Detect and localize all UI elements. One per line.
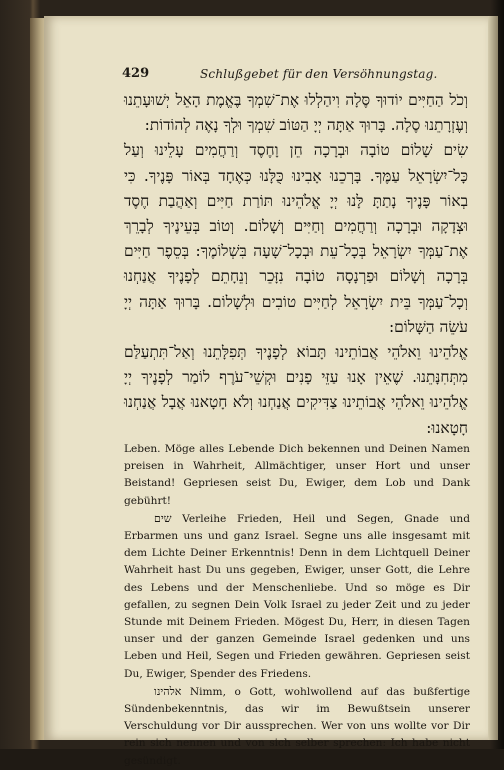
hebrew-paragraph: וְכֹל הַחַיִּים יוֹדוּךָ סֶּלָה וִיהַלְלוּ אֶת־שִׁמְךָ בֶּאֱמֶת הָאֵל יְשׁוּעָתֵנוּ וְעֶזְרָתֵנוּ סֶלָה. בָּרוּךְ אַתָּה יְיָ הַטּוֹב שִׁמְךָ וּלְךָ נָאֶה לְהוֹדוֹת: xyxy=(124,91,468,135)
german-translation-block xyxy=(124,441,470,770)
hebrew-catchword: שים xyxy=(154,511,172,525)
running-title: Schlußgebet für den Versöhnungstag. xyxy=(200,67,438,81)
german-paragraph xyxy=(124,683,470,770)
page-number: 429 xyxy=(122,66,150,81)
german-paragraph: Leben. Möge alles Lebende Dich bekennen und Deinen Namen preisen in Wahrheit, Allmächtiger, unser Hort und unser Beistand! Gepriesen seist Du, Ewiger, dem Lob und Dank gebührt! xyxy=(124,443,470,507)
hebrew-paragraph: שִׂים שָׁלוֹם טוֹבָה וּבְרָכָה חֵן וָחֶסֶד וְרַחֲמִים עָלֵינוּ וְעַל כָּל־יִשְׂרָאֵל עַמֶּךָ. בָּרְכֵנוּ אָבִינוּ כֻּלָּנוּ כְּאֶחָד בְּאוֹר פָּנֶיךָ. כִּי בְאוֹר פָּנֶיךָ נָתַתָּ לָּנוּ יְיָ אֱלֹהֵינוּ תּוֹרַת חַיִּים וְאַהֲבַת חֶסֶד וּצְדָקָה וּבְרָכָה וְרַחֲמִים וְחַיִּים וְשָׁלוֹם. וְטוֹב בְּעֵינֶיךָ לְבָרֵךְ אֶת־עַמְּךָ יִשְׂרָאֵל בְּכָל־עֵת וּבְכָל־שָׁעָה בִּשְׁלוֹמֶךָ: בְּסֵפֶר חַיִּים בְּרָכָה וְשָׁלוֹם וּפַרְנָסָה טוֹבָה נִזָּכֵר וְנֵחָתֵם לְפָנֶיךָ אֲנַחְנוּ וְכָל־עַמְּךָ בֵּית יִשְׂרָאֵל לְחַיִּים טוֹבִים וּלְשָׁלוֹם. בָּרוּךְ אַתָּה יְיָ עֹשֵׂה הַשָּׁלוֹם: xyxy=(124,141,468,336)
running-header xyxy=(122,66,462,84)
hebrew-paragraph: אֱלֹהֵינוּ וֵאלֹהֵי אֲבוֹתֵינוּ תָּבוֹא לְפָנֶיךָ תְּפִלָּתֵנוּ וְאַל־תִּתְעַלַּם מִתְּחִנָּתֵנוּ. שֶׁאֵין אָנוּ עַזֵּי פָנִים וּקְשֵׁי־עֹרֶף לוֹמַר לְפָנֶיךָ יְיָ אֱלֹהֵינוּ וֵאלֹהֵי אֲבוֹתֵינוּ צַדִּיקִים אֲנַחְנוּ וְלֹא חָטָאנוּ אֲבָל אֲנַחְנוּ חָטָאנוּ: xyxy=(124,343,468,437)
german-paragraph xyxy=(124,510,470,683)
german-paragraph-text: Nimm, o Gott, wohlwollend auf das bußfertige Sündenbekenntnis, das wir im Bewußtsein unserer Verschuldung vor Dir aussprechen. Wer von uns wollte vor Dir rein sich nennen und von sich selber sprechen: Ich habe nicht gesündigt. xyxy=(124,685,470,767)
hebrew-catchword: אלהינו xyxy=(154,684,182,698)
german-paragraph-text: Verleihe Frieden, Heil und Segen, Gnade und Erbarmen uns und ganz Israel. Segne uns alle insgesamt mit dem Lichte Deiner Erkenntnis! Denn in dem Lichtquell Deiner Wahrheit hast Du uns gegeben, Ewiger, unser Gott, die Lehre des Lebens und der Menschenliebe. Und so möge es Dir gefallen, zu segnen Dein Volk Israel zu jeder Zeit und zu jeder Stunde mit Deinem Frieden. Mögest Du, Herr, in diesen Tagen unser und der ganzen Gemeinde Israel gedenken und uns Leben und Heil, Segen und Frieden gewähren. Gepriesen seist Du, Ewiger, Spender des Friedens. xyxy=(124,512,470,680)
hebrew-text-block xyxy=(124,88,468,441)
page-edge xyxy=(488,16,498,740)
